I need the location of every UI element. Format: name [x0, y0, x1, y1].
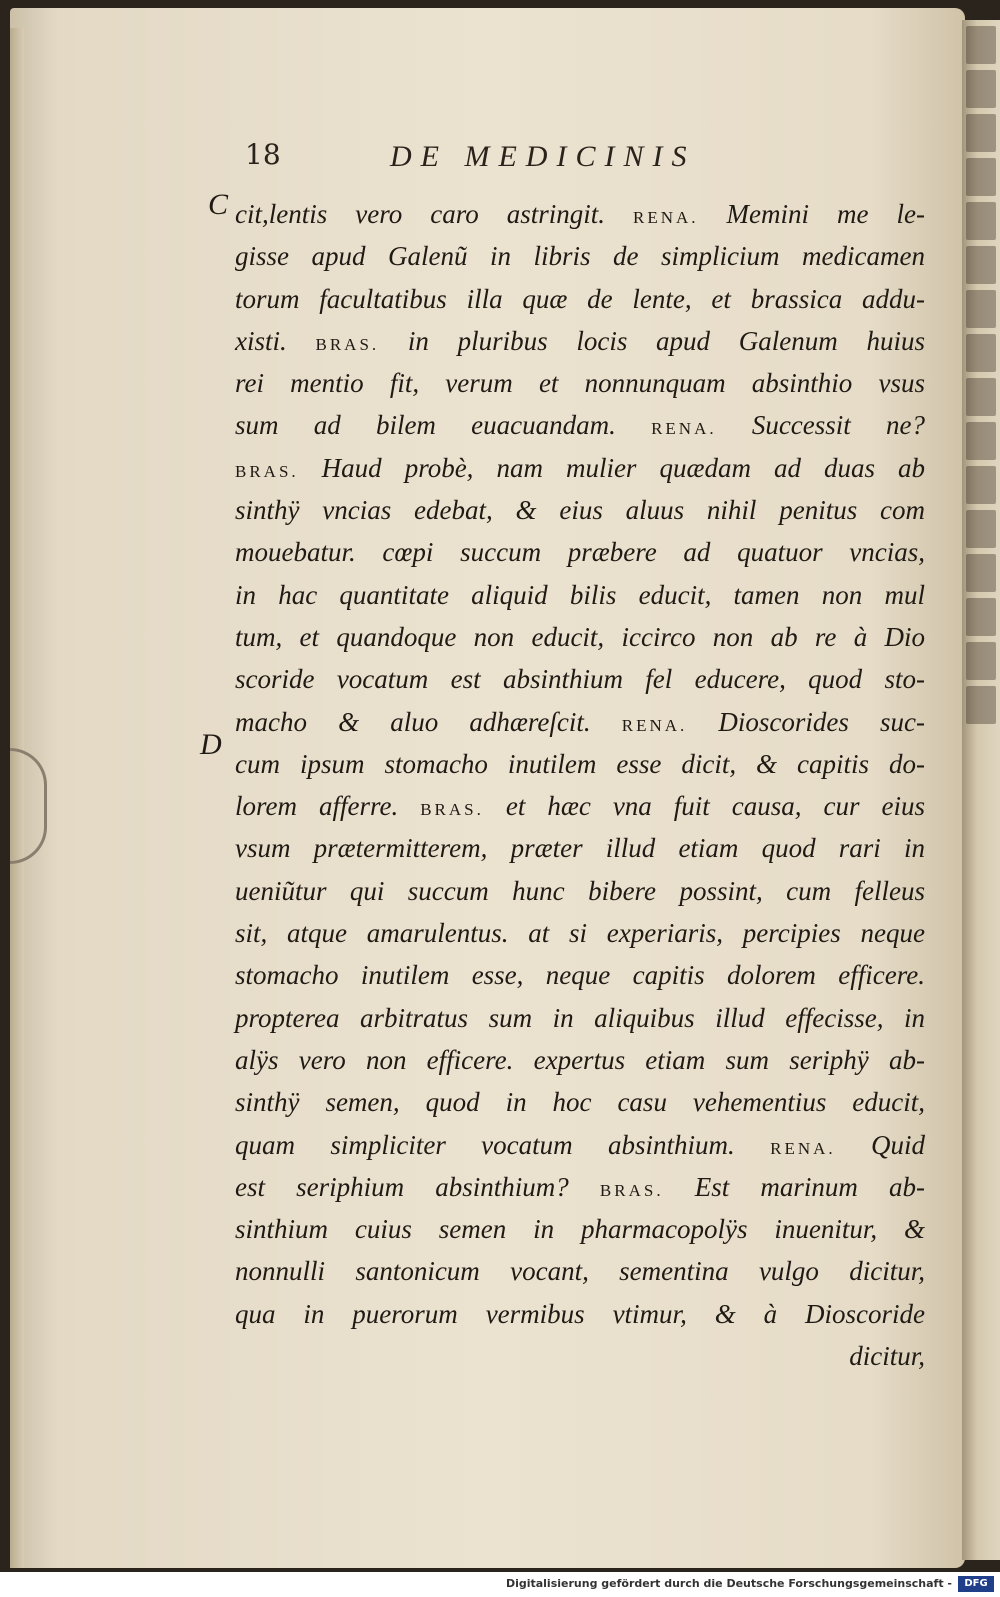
text-line [235, 1039, 925, 1081]
text-line [235, 912, 925, 954]
text-line [235, 278, 925, 320]
text-segment: rei mentio fit, verum et nonnunquam absinthio vsus [235, 368, 925, 399]
speaker-label: RENA. [633, 208, 699, 227]
text-line [235, 447, 925, 489]
page-title: DE MEDICINIS [390, 140, 696, 173]
speaker-label: RENA. [621, 715, 688, 735]
text-line [235, 574, 925, 616]
text-segment: cit,lentis vero caro astringit. [235, 199, 634, 229]
margin-letter-c: C [208, 188, 229, 221]
text-segment: Est marinum ab- [663, 1171, 925, 1202]
text-line [235, 701, 925, 743]
text-segment: sinthium cuius semen in pharmacopolÿs inuenitur, & [235, 1214, 925, 1245]
text-segment: Quid [835, 1129, 926, 1160]
text-segment: gisse apud Galenũ in libris de simplicium medicamen [235, 241, 925, 272]
text-line [235, 235, 925, 277]
text-segment: quam simpliciter vocatum absinthium. [235, 1129, 771, 1160]
text-line [235, 1124, 925, 1166]
text-segment: sinthÿ vncias edebat, & eius aluus nihil penitus com [235, 495, 925, 526]
footer-credit: Digitalisierung gefördert durch die Deutsche Forschungsgemeinschaft - [505, 1577, 952, 1590]
text-segment: Successit ne? [716, 410, 925, 441]
text-line [235, 320, 925, 362]
text-segment: ueniũtur qui succum hunc bibere possint, cum felleus [235, 875, 925, 906]
text-segment: et hæc vna fuit causa, cur eius [483, 791, 925, 822]
text-segment: scoride vocatum est absinthium fel educere, quod sto- [235, 664, 925, 695]
text-line [235, 489, 925, 531]
text-segment: sinthÿ semen, quod in hoc casu vehementius educit, [235, 1087, 925, 1118]
speaker-label: BRAS. [599, 1180, 664, 1200]
catchword: dicitur, [849, 1341, 925, 1372]
text-segment: stomacho inutilem esse, neque capitis dolorem efficere. [235, 960, 925, 991]
speaker-label: BRAS. [315, 334, 380, 354]
next-page-edge [962, 20, 1000, 1560]
running-head [245, 138, 895, 178]
text-line [235, 658, 925, 700]
text-segment: lorem afferre. [235, 791, 421, 822]
text-line [235, 531, 925, 573]
book-page [10, 8, 965, 1568]
text-line [235, 1166, 925, 1208]
text-segment: nonnulli santonicum vocant, sementina vulgo dicitur, [235, 1256, 925, 1287]
text-segment: in pluribus locis apud Galenum huius [379, 325, 925, 356]
text-line [235, 870, 925, 912]
footer-bar [0, 1572, 1000, 1597]
text-line [235, 362, 925, 404]
text-segment: xisti. [235, 325, 316, 356]
text-segment: mouebatur. cœpi succum præbere ad quatuor vncias, [235, 537, 925, 568]
page-number: 18 [245, 138, 281, 171]
body-text [235, 193, 925, 1377]
speaker-label: RENA. [770, 1138, 836, 1158]
text-line [235, 954, 925, 996]
text-line [235, 785, 925, 827]
text-line [235, 1293, 925, 1335]
text-line [235, 997, 925, 1039]
text-segment: qua in puerorum vermibus vtimur, & à Dioscoride [235, 1298, 925, 1329]
text-line [235, 827, 925, 869]
text-segment: alÿs vero non efficere. expertus etiam sum seriphÿ ab- [235, 1044, 925, 1075]
text-segment: macho & aluo adhæreſcit. [235, 706, 622, 737]
text-segment: Dioscorides suc- [687, 706, 925, 737]
dfg-logo: DFG [958, 1576, 994, 1592]
text-segment: propterea arbitratus sum in aliquibus illud effecisse, in [235, 1002, 925, 1033]
text-segment: sit, atque amarulentus. at si experiaris, percipies neque [235, 918, 925, 949]
speaker-label: BRAS. [420, 800, 484, 820]
text-segment: est seriphium absinthium? [235, 1171, 600, 1202]
text-line [235, 1208, 925, 1250]
page-clip [10, 748, 47, 864]
speaker-label: RENA. [651, 419, 717, 439]
text-segment: tum, et quandoque non educit, iccirco non ab re à Dio [235, 621, 925, 652]
speaker-label: BRAS. [235, 461, 299, 481]
text-line [235, 1081, 925, 1123]
text-segment: cum ipsum stomacho inutilem esse dicit, & capitis do- [235, 748, 925, 779]
text-line [235, 743, 925, 785]
margin-letter-d: D [200, 728, 222, 761]
text-segment: vsum prætermitterem, præter illud etiam quod rari in [235, 833, 925, 864]
text-line [235, 404, 925, 446]
text-line [235, 1250, 925, 1292]
text-line [235, 616, 925, 658]
text-segment: in hac quantitate aliquid bilis educit, tamen non mul [235, 579, 925, 610]
text-line [235, 193, 925, 235]
text-segment: Memini me le- [698, 199, 926, 229]
text-segment: Haud probè, nam mulier quædam ad duas ab [298, 452, 925, 483]
text-segment: torum facultatibus illa quæ de lente, et brassica addu- [235, 283, 925, 314]
text-segment: sum ad bilem euacuandam. [235, 410, 652, 441]
